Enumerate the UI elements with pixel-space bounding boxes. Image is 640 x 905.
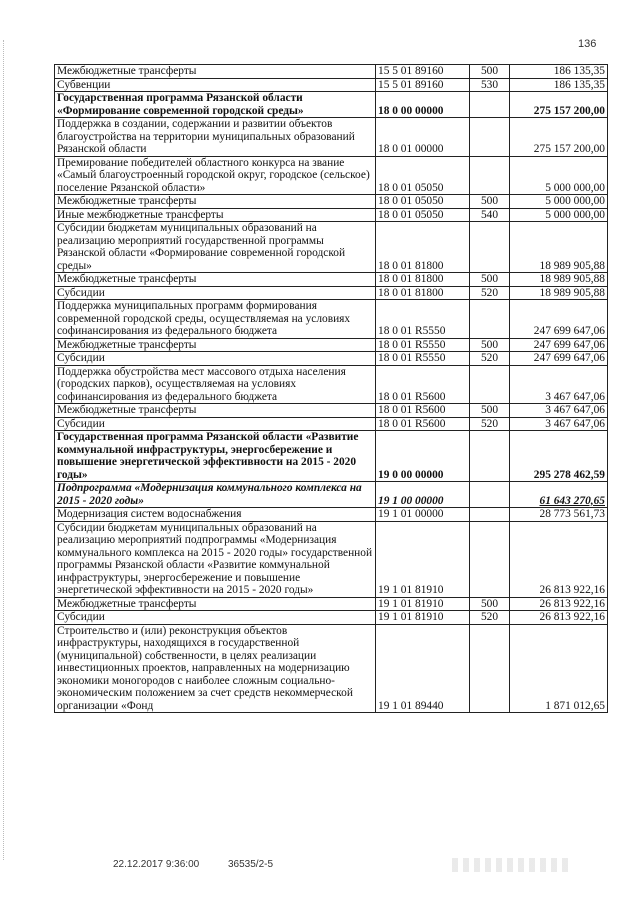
row-name: Межбюджетные трансферты <box>55 404 376 418</box>
scan-edge <box>3 40 5 860</box>
row-name: Поддержка обустройства мест массового отдыха населения (городских парков), осуществляемая на условиях софинансирования из федерального бюджета <box>55 365 376 404</box>
table-row <box>55 417 608 431</box>
row-name: Иные межбюджетные трансферты <box>55 208 376 222</box>
row-expense-type <box>470 92 510 118</box>
row-amount: 247 699 647,06 <box>510 352 608 366</box>
row-amount: 1 871 012,65 <box>510 624 608 713</box>
row-expense-type: 540 <box>470 208 510 222</box>
row-amount: 295 278 462,59 <box>510 431 608 482</box>
row-expense-type: 500 <box>470 597 510 611</box>
row-code: 15 5 01 89160 <box>376 78 470 92</box>
budget-table-body <box>55 65 608 713</box>
row-code: 19 1 01 00000 <box>376 508 470 522</box>
row-expense-type: 500 <box>470 195 510 209</box>
row-code: 18 0 01 81800 <box>376 222 470 273</box>
table-row <box>55 222 608 273</box>
table-row <box>55 195 608 209</box>
row-code: 15 5 01 89160 <box>376 65 470 79</box>
table-row <box>55 118 608 157</box>
row-expense-type <box>470 482 510 508</box>
row-expense-type <box>470 431 510 482</box>
row-amount: 247 699 647,06 <box>510 338 608 352</box>
row-expense-type <box>470 118 510 157</box>
row-code: 18 0 01 R5550 <box>376 338 470 352</box>
table-row <box>55 78 608 92</box>
row-amount: 247 699 647,06 <box>510 300 608 339</box>
row-code: 18 0 01 R5600 <box>376 404 470 418</box>
table-row <box>55 611 608 625</box>
row-expense-type <box>470 624 510 713</box>
row-name: Поддержка в создании, содержании и развитии объектов благоустройства на территории муниципальных образований Рязанской области <box>55 118 376 157</box>
row-amount: 18 989 905,88 <box>510 222 608 273</box>
row-expense-type: 500 <box>470 404 510 418</box>
row-expense-type: 520 <box>470 611 510 625</box>
row-amount: 28 773 561,73 <box>510 508 608 522</box>
row-code: 18 0 01 R5600 <box>376 417 470 431</box>
row-name: Субсидии <box>55 611 376 625</box>
row-code: 18 0 01 R5550 <box>376 352 470 366</box>
row-amount: 275 157 200,00 <box>510 118 608 157</box>
row-name: Государственная программа Рязанской области «Развитие коммунальной инфраструктуры, энергосбережение и повышение энергетической эффективности на 2015 - 2020 годы» <box>55 431 376 482</box>
table-row <box>55 482 608 508</box>
row-expense-type <box>470 222 510 273</box>
row-name: Модернизация систем водоснабжения <box>55 508 376 522</box>
table-row <box>55 156 608 195</box>
row-amount: 26 813 922,16 <box>510 611 608 625</box>
row-expense-type: 520 <box>470 417 510 431</box>
row-code: 18 0 01 05050 <box>376 156 470 195</box>
table-row <box>55 286 608 300</box>
row-name: Субсидии бюджетам муниципальных образований на реализацию мероприятий подпрограммы «Модернизация коммунального комплекса на 2015 - 2020 годы» государственной программы Рязанской области «Развитие коммунальной инфраструктуры, энергосбережение и повышение энергетической эффективности на 2015 - 2020 годы» <box>55 521 376 597</box>
row-name: Строительство и (или) реконструкция объектов инфраструктуры, находящихся в государственной (муниципальной) собственности, в целях реализации инвестиционных проектов, направленных на модернизацию экономики моногородов с наиболее сложным социально-экономическим положением за счет средств некоммерческой организации «Фонд <box>55 624 376 713</box>
table-row <box>55 273 608 287</box>
table-row <box>55 521 608 597</box>
row-code: 18 0 01 00000 <box>376 118 470 157</box>
footer-doc-id: 36535/2-5 <box>227 859 274 870</box>
row-expense-type <box>470 365 510 404</box>
row-name: Межбюджетные трансферты <box>55 65 376 79</box>
table-row <box>55 92 608 118</box>
row-amount: 5 000 000,00 <box>510 208 608 222</box>
footer <box>113 859 299 870</box>
row-amount: 26 813 922,16 <box>510 521 608 597</box>
table-row <box>55 65 608 79</box>
row-expense-type <box>470 508 510 522</box>
row-name: Подпрограмма «Модернизация коммунального комплекса на 2015 - 2020 годы» <box>55 482 376 508</box>
row-amount: 3 467 647,06 <box>510 417 608 431</box>
row-expense-type: 520 <box>470 286 510 300</box>
table-row <box>55 352 608 366</box>
table-row <box>55 338 608 352</box>
row-name: Субсидии <box>55 352 376 366</box>
row-code: 18 0 01 R5600 <box>376 365 470 404</box>
row-name: Субсидии <box>55 286 376 300</box>
row-code: 19 1 01 81910 <box>376 597 470 611</box>
table-row <box>55 300 608 339</box>
row-code: 18 0 00 00000 <box>376 92 470 118</box>
row-amount: 186 135,35 <box>510 65 608 79</box>
budget-table <box>54 64 608 713</box>
row-code: 19 1 01 81910 <box>376 611 470 625</box>
table-row <box>55 431 608 482</box>
table-row <box>55 508 608 522</box>
row-code: 18 0 01 81800 <box>376 286 470 300</box>
row-name: Межбюджетные трансферты <box>55 273 376 287</box>
row-amount: 186 135,35 <box>510 78 608 92</box>
page-number: 136 <box>578 38 597 50</box>
row-expense-type: 530 <box>470 78 510 92</box>
row-name: Премирование победителей областного конкурса на звание «Самый благоустроенный городской округ, городское (сельское) поселение Рязанской области» <box>55 156 376 195</box>
row-amount: 18 989 905,88 <box>510 273 608 287</box>
row-name: Межбюджетные трансферты <box>55 597 376 611</box>
table-row <box>55 404 608 418</box>
row-expense-type <box>470 521 510 597</box>
row-amount: 3 467 647,06 <box>510 365 608 404</box>
table-row <box>55 597 608 611</box>
row-expense-type: 500 <box>470 338 510 352</box>
footer-timestamp: 22.12.2017 9:36:00 <box>113 859 200 870</box>
table-row <box>55 365 608 404</box>
row-name: Межбюджетные трансферты <box>55 338 376 352</box>
table-row <box>55 624 608 713</box>
row-code: 19 1 01 81910 <box>376 521 470 597</box>
row-amount: 26 813 922,16 <box>510 597 608 611</box>
row-name: Субсидии <box>55 417 376 431</box>
row-code: 18 0 01 R5550 <box>376 300 470 339</box>
row-name: Межбюджетные трансферты <box>55 195 376 209</box>
row-name: Поддержка муниципальных программ формирования современной городской среды, осуществляемая на условиях софинансирования из федерального бюджета <box>55 300 376 339</box>
row-amount: 5 000 000,00 <box>510 195 608 209</box>
row-name: Государственная программа Рязанской области «Формирование современной городской среды» <box>55 92 376 118</box>
row-name: Субвенции <box>55 78 376 92</box>
row-code: 18 0 01 05050 <box>376 208 470 222</box>
row-code: 19 1 01 89440 <box>376 624 470 713</box>
row-code: 18 0 01 81800 <box>376 273 470 287</box>
row-name: Субсидии бюджетам муниципальных образований на реализацию мероприятий государственной программы Рязанской области «Формирование современной городской среды» <box>55 222 376 273</box>
row-code: 19 1 00 00000 <box>376 482 470 508</box>
row-amount: 5 000 000,00 <box>510 156 608 195</box>
row-expense-type: 500 <box>470 273 510 287</box>
row-amount: 18 989 905,88 <box>510 286 608 300</box>
row-expense-type <box>470 300 510 339</box>
row-code: 18 0 01 05050 <box>376 195 470 209</box>
row-amount: 275 157 200,00 <box>510 92 608 118</box>
row-code: 19 0 00 00000 <box>376 431 470 482</box>
row-expense-type: 520 <box>470 352 510 366</box>
table-row <box>55 208 608 222</box>
row-amount: 3 467 647,06 <box>510 404 608 418</box>
row-expense-type: 500 <box>470 65 510 79</box>
stamp-smudge <box>452 858 570 872</box>
row-expense-type <box>470 156 510 195</box>
row-amount: 61 643 270,65 <box>510 482 608 508</box>
